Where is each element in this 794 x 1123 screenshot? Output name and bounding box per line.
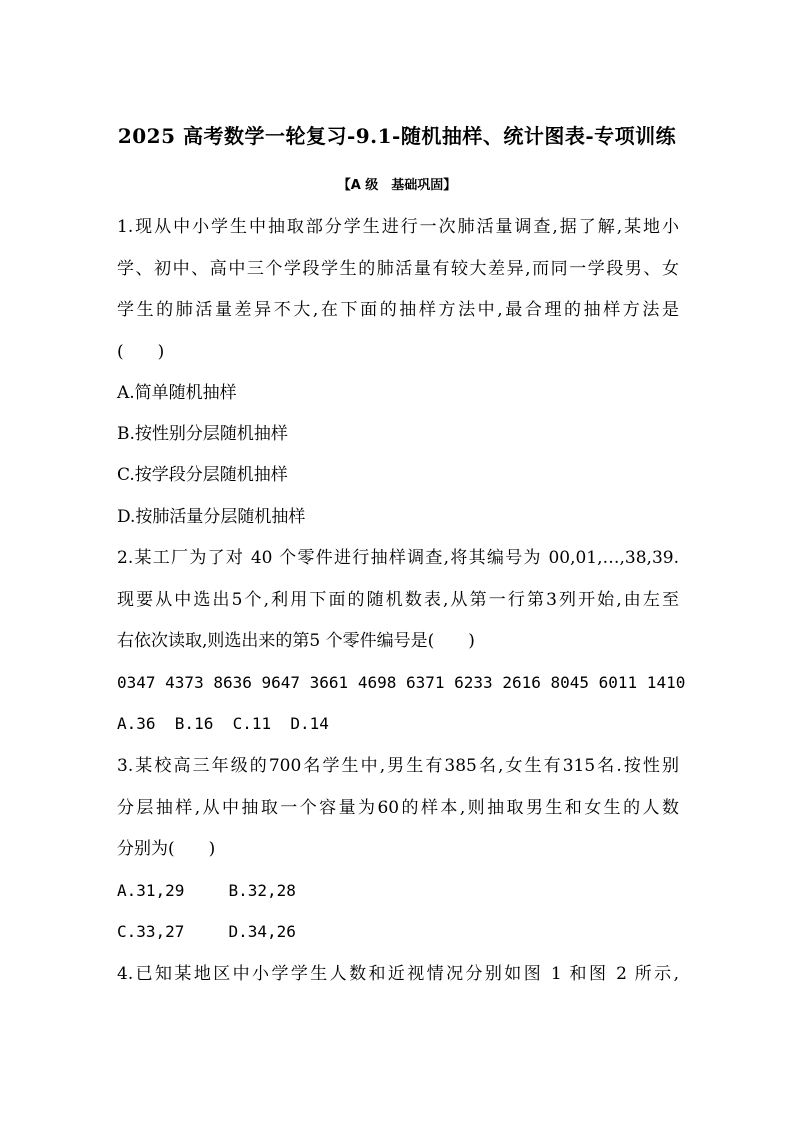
- q2-line-2: 现要从中选出5个,利用下面的随机数表,从第一行第3列开始,由左至: [117, 590, 679, 610]
- q3-option-d: D.34,26: [228, 922, 296, 941]
- q1-answer-blank: ( ): [117, 342, 165, 362]
- q4-line-1: 4.已知某地区中小学学生人数和近视情况分别如图 1 和图 2 所示,: [117, 964, 679, 984]
- q3-options-row-1: [117, 880, 296, 902]
- q3-options-row-2: [117, 921, 296, 943]
- q1-option-a: A.简单随机抽样: [117, 383, 237, 403]
- q2-options: A.36 B.16 C.11 D.14: [117, 714, 329, 733]
- q1-option-b: B.按性别分层随机抽样: [117, 424, 288, 444]
- q2-random-number-table: 0347 4373 8636 9647 3661 4698 6371 6233 2616 8045 6011 1410: [117, 673, 686, 692]
- q3-option-a: A.31,29: [117, 881, 185, 900]
- q1-line-2: 学、初中、高中三个学段学生的肺活量有较大差异,而同一学段男、女: [117, 259, 679, 279]
- q1-line-1: 1.现从中小学生中抽取部分学生进行一次肺活量调查,据了解,某地小: [117, 217, 679, 237]
- q1-option-d: D.按肺活量分层随机抽样: [117, 507, 306, 527]
- q3-line-1: 3.某校高三年级的700名学生中,男生有385名,女生有315名.按性别: [117, 756, 679, 776]
- q1-option-c: C.按学段分层随机抽样: [117, 465, 288, 485]
- q3-option-c: C.33,27: [117, 922, 185, 941]
- q2-line-3: 右依次读取,则选出来的第5 个零件编号是( ): [117, 631, 475, 651]
- q1-line-3: 学生的肺活量差异不大,在下面的抽样方法中,最合理的抽样方法是: [117, 300, 679, 320]
- q3-line-3: 分别为( ): [117, 839, 216, 859]
- q3-line-2: 分层抽样,从中抽取一个容量为60的样本,则抽取男生和女生的人数: [117, 798, 679, 818]
- q3-option-b: B.32,28: [228, 881, 296, 900]
- document-title: 2025 高考数学一轮复习-9.1-随机抽样、统计图表-专项训练: [117, 124, 677, 148]
- section-level-heading: 【A 级 基础巩固】: [337, 178, 457, 193]
- q2-line-1: 2.某工厂为了对 40 个零件进行抽样调查,将其编号为 00,01,…,38,39.: [117, 548, 679, 568]
